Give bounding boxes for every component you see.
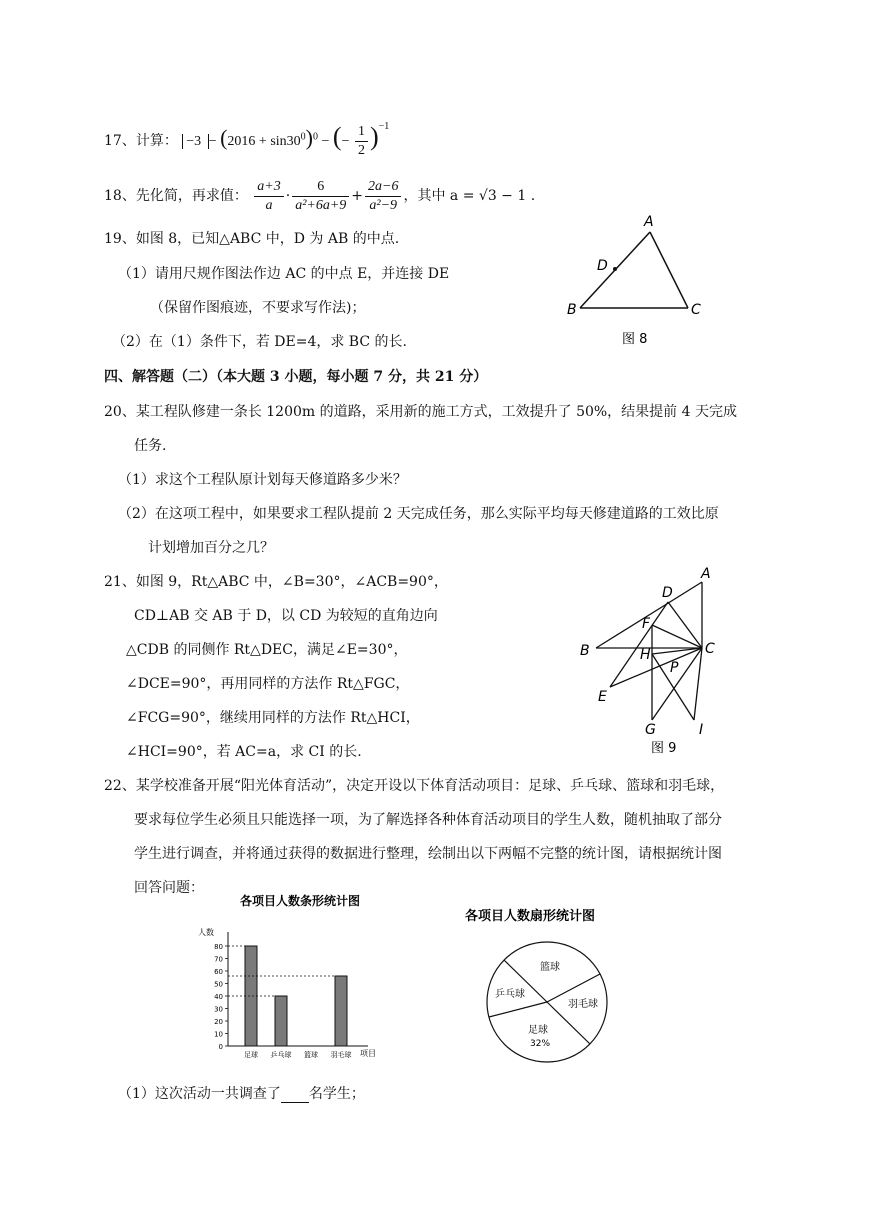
label-b: B	[580, 643, 590, 659]
q22-line-2: 要求每位学生必须且只能选择一项，为了解选择各种体育活动项目的学生人数，随机抽取了部分	[134, 812, 722, 828]
bar-chart-title: 各项目人数条形统计图	[240, 894, 361, 908]
figure-9	[570, 562, 730, 762]
q18-op: ·	[285, 188, 291, 204]
q19-stem: 19、如图 8，已知△ABC 中，D 为 AB 的中点.	[104, 231, 400, 247]
bar-chart	[190, 888, 390, 1068]
bar	[245, 946, 257, 1046]
q17-op: −	[208, 134, 217, 149]
q21-line-2: CD⊥AB 交 AB 于 D，以 CD 为较短的直角边向	[134, 608, 438, 624]
bar-y-tick-label: 40	[214, 993, 223, 1001]
label-e: E	[598, 689, 607, 705]
q17-op: −	[321, 134, 330, 149]
q18-label: 18、先化简，再求值：	[104, 188, 248, 204]
q20-line-1: 20、某工程队修建一条长 1200m 的道路，采用新的施工方式，工效提升了 50%，结果提前 4 天完成	[104, 404, 737, 420]
bar-y-tick-label: 10	[214, 1030, 223, 1039]
bar-y-tick-label: 70	[214, 955, 223, 964]
q19-part1-note: （保留作图痕迹，不要求写作法)；	[150, 300, 366, 316]
q17-neg: −	[341, 134, 350, 149]
q18-op: +	[351, 188, 364, 204]
label-f: F	[642, 616, 651, 632]
q22-part1-text-end: 名学生；	[308, 1086, 365, 1102]
edge-ab	[596, 582, 702, 648]
section-heading: 四、解答题（二）（本大题 3 小题，每小题 7 分，共 21 分）	[104, 369, 488, 385]
q17-sin: sin30	[270, 134, 301, 149]
pie-divider	[547, 974, 600, 1002]
q21-line-3: △CDB 的同侧作 Rt△DEC，满足∠E=30°，	[126, 642, 408, 658]
q19-part1: （1）请用尺规作图法作边 AC 的中点 E，并连接 DE	[118, 266, 450, 282]
label-d: D	[597, 258, 608, 274]
q17-power: 0	[313, 131, 318, 143]
q21-line-6: ∠HCI=90°，若 AC=a，求 CI 的长.	[126, 744, 362, 760]
bar-y-tick-label: 60	[214, 968, 223, 976]
q22-line-4: 回答问题：	[134, 880, 204, 896]
q20-part2-cont: 计划增加百分之几？	[148, 540, 274, 556]
bar-chart-ylabel: 人数	[198, 928, 214, 937]
q17-paren: )	[305, 125, 313, 150]
label-a: A	[701, 566, 711, 582]
answer-blank[interactable]	[281, 1088, 309, 1103]
q21-line-4: ∠DCE=90°，再用同样的方法作 Rt△FGC，	[126, 676, 410, 692]
figure-9-caption: 图 9	[651, 741, 677, 756]
bar-chart-xlabel: 项目	[360, 1049, 376, 1058]
q22-line-3: 学生进行调查，并将通过获得的数据进行整理，绘制出以下两幅不完整的统计图，请根据统计图	[134, 846, 722, 862]
q18-fraction-1: $\frac{a+3}{a}$	[254, 178, 283, 215]
q22-part1-text: （1）这次活动一共调查了	[118, 1086, 281, 1102]
bar-category-label: 足球	[244, 1051, 258, 1059]
edge-ac	[650, 232, 688, 308]
label-p: P	[670, 660, 679, 676]
point-d	[613, 267, 617, 271]
pie-chart-title: 各项目人数扇形统计图	[465, 909, 596, 924]
q17-label: 17、计算：	[104, 133, 178, 149]
pie-label-basketball: 篮球	[540, 962, 560, 973]
edge-dc	[668, 602, 702, 648]
q20-part1: （1）求这个工程队原计划每天修道路多少米？	[118, 472, 407, 488]
pie-label-badminton: 羽毛球	[568, 999, 598, 1010]
label-c: C	[705, 641, 715, 657]
bar	[335, 976, 347, 1046]
q20-line-2: 任务.	[134, 438, 167, 454]
q17-number: 2016	[227, 134, 256, 149]
q17: 17、计算： $-3 - (2016 + \sin 30^0)^0$ − (− $\frac{1}{2}$ )$^{-1}$	[104, 121, 390, 159]
label-a: A	[644, 214, 654, 230]
bar-y-tick-label: 50	[214, 980, 223, 989]
label-i: I	[699, 722, 704, 738]
pie-label-football: 足球	[528, 1025, 548, 1036]
q17-degree: 0	[300, 131, 306, 143]
q22-line-1: 22、某学校准备开展“阳光体育活动”，决定开设以下体育活动项目：足球、乒乓球、篮球和羽毛球，	[104, 778, 725, 794]
label-c: C	[691, 302, 701, 318]
q21-line-5: ∠FCG=90°，继续用同样的方法作 Rt△HCI，	[126, 710, 420, 726]
q17-paren: (	[220, 125, 228, 150]
label-d: D	[662, 585, 673, 601]
pie-label-pingpong: 乒乓球	[495, 989, 525, 1000]
q17-fraction: $\frac{1}{2}$	[355, 123, 368, 160]
bar-y-tick-label: 30	[214, 1005, 223, 1014]
figure-8	[560, 210, 710, 350]
pie-divider	[489, 1002, 547, 1017]
q22-part1	[118, 1083, 365, 1103]
bar-category-label: 乒乓球	[270, 1051, 292, 1059]
q18	[104, 176, 535, 216]
q20-part2: （2）在这项工程中，如果要求工程队提前 2 天完成任务，那么实际平均每天修建道路的工效比原	[118, 506, 719, 522]
q21-line-1: 21、如图 9，Rt△ABC 中，∠B=30°，∠ACB=90°，	[104, 574, 448, 590]
bar-y-tick-label: 20	[214, 1018, 223, 1026]
bar-y-tick-label: 0	[218, 1043, 223, 1051]
q17-op: +	[258, 134, 267, 149]
q17-power: −1	[378, 121, 390, 133]
label-g: G	[645, 722, 656, 738]
q18-fraction-2: $\frac{6}{\text{a²+6a+9}}$	[292, 178, 349, 215]
pie-value-football: 32%	[530, 1039, 551, 1049]
q18-condition: ，其中 a = √3 − 1 .	[403, 188, 536, 204]
bar-category-label: 篮球	[304, 1051, 318, 1059]
q18-fraction-3: $\frac{2a-6}{\text{a²−9}}$	[365, 178, 401, 215]
q19-part2: （2）在（1）条件下，若 DE=4，求 BC 的长.	[112, 334, 407, 350]
pie-chart	[440, 900, 660, 1075]
q17-abs-value: −3	[186, 134, 202, 149]
label-h: H	[640, 647, 651, 663]
label-b: B	[567, 302, 577, 318]
edge-fc	[652, 625, 702, 648]
figure-8-caption: 图 8	[622, 332, 648, 347]
bar-category-label: 羽毛球	[330, 1051, 352, 1059]
bar-y-tick-label: 80	[214, 943, 223, 951]
bar	[275, 996, 287, 1046]
